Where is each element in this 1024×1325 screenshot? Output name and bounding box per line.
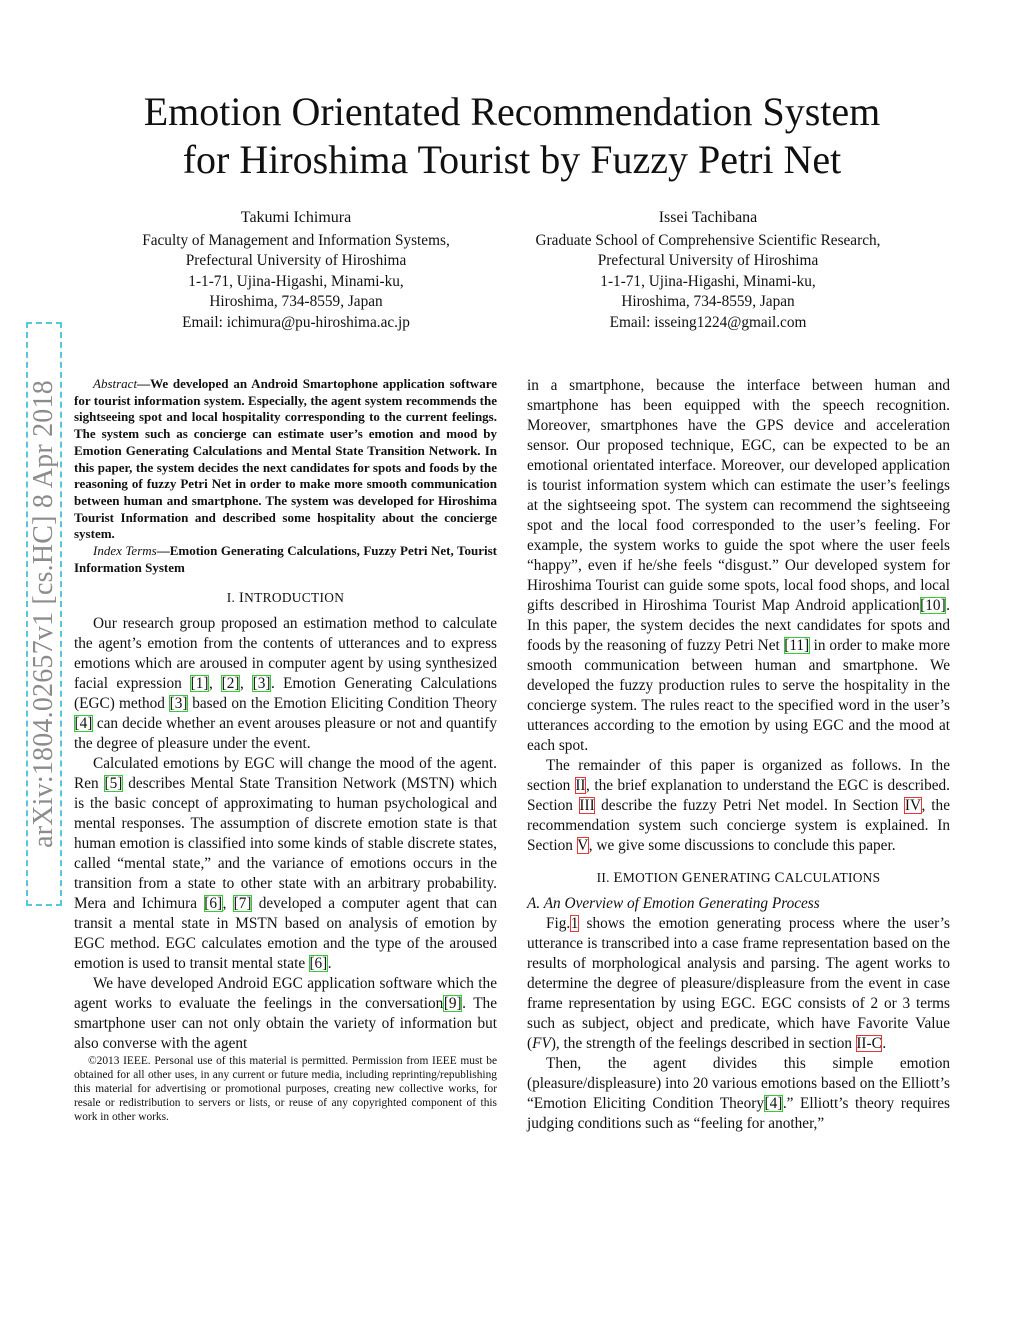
- citation-link[interactable]: [1]: [190, 675, 209, 693]
- text-run: , the brief explanation to understand the EGC is described. Section: [527, 777, 950, 814]
- text-run: ), the strength of the feelings described in section: [550, 1035, 856, 1052]
- arxiv-identifier-stamp: [26, 322, 62, 906]
- heading-rest: MOTION: [622, 870, 679, 885]
- intro-paragraph-2: [74, 754, 497, 974]
- section-numeral: II.: [596, 870, 610, 885]
- heading-initial: C: [774, 870, 785, 886]
- text-run: shows the emotion generating process where the user’s utterance is transcribed into a case frame representation based on the results of morphological analysis and parsing. The agent works to determine the degree of pleasure/displeasure from the event in case frame representation by using EGC. EGC consists of 2 or 3 terms such as subject, object and predicate, which have Favorite Value (: [527, 915, 950, 1052]
- author-affiliation: Faculty of Management and Information Systems,: [142, 231, 450, 249]
- heading-initial: E: [613, 870, 623, 886]
- text-run: Calculated emotions by EGC will change the mood of the agent. Ren: [74, 755, 497, 793]
- text-run: Then, the agent divides this simple emotion (pleasure/displeasure) into 20 various emotions based on the Elliott’s “Emotion Eliciting Condition Theory: [527, 1055, 950, 1112]
- section-link[interactable]: III: [579, 797, 595, 814]
- heading-initial: I: [238, 590, 245, 607]
- heading-rest: NTRODUCTION: [244, 590, 345, 606]
- title-line-2: for Hiroshima Tourist by Fuzzy Petri Net: [182, 137, 842, 182]
- heading-initial: G: [681, 870, 694, 886]
- section-link[interactable]: II: [575, 777, 586, 794]
- abstract-label: Abstract: [93, 376, 138, 391]
- index-terms-label: Index Terms: [93, 543, 157, 559]
- text-run: .” Elliott’s theory requires judging conditions such as “feeling for another,”: [527, 1095, 950, 1132]
- text-run: . The smartphone user can not only obtain the variety of information but also converse with the agent: [74, 995, 497, 1053]
- title-line-1: Emotion Orientated Recommendation System: [143, 89, 881, 134]
- author-block-2: [508, 208, 908, 333]
- text-run: developed a computer agent that can transit a mental state in MSTN based on analysis of emotion by EGC method. EGC calculates emotion and the type of the aroused emotion is used to transit mental state: [74, 895, 497, 973]
- section-heading-egc: [527, 868, 950, 888]
- right-column: [527, 376, 950, 1134]
- abstract: [74, 376, 497, 543]
- author-email: Email: ichimura@pu-hiroshima.ac.jp: [182, 313, 410, 331]
- heading-rest: ENERATING: [693, 870, 771, 885]
- citation-link[interactable]: [5]: [104, 775, 123, 793]
- text-run: We have developed Android EGC application software which the agent works to evaluate the feelings in the conversation: [74, 975, 497, 1013]
- text-run: ,: [239, 675, 253, 693]
- text-run: describe the fuzzy Petri Net model. In Section: [595, 797, 905, 814]
- citation-link[interactable]: [4]: [764, 1095, 783, 1112]
- text-run: can decide whether an event arouses pleasure or not and quantify the degree of pleasure under the event.: [74, 715, 497, 753]
- right-paragraph-4: [527, 1054, 950, 1134]
- right-paragraph-3: [527, 914, 950, 1054]
- author-address: 1-1-71, Ujina-Higashi, Minami-ku,: [600, 272, 816, 290]
- text-run: Fig.: [546, 915, 571, 932]
- citation-link[interactable]: [10]: [920, 597, 946, 614]
- section-numeral: I.: [226, 590, 236, 606]
- text-run: ,: [208, 675, 222, 693]
- text-run: .: [882, 1035, 887, 1052]
- copyright-notice: ©2013 IEEE. Personal use of this material is permitted. Permission from IEEE must be obtained for all other uses, in any current or future media, including reprinting/republishing this material for advertising or promotional purposes, creating new collective works, for resale or redistribution to servers or lists, or reuse of any copyrighted component of this work in other works.: [74, 1055, 497, 1124]
- author-block-1: [96, 208, 496, 333]
- author-address: 1-1-71, Ujina-Higashi, Minami-ku,: [188, 272, 404, 290]
- text-run: .: [327, 955, 332, 973]
- author-city: Hiroshima, 734-8559, Japan: [621, 293, 795, 310]
- arxiv-identifier-text: arXiv:1804.02657v1 [cs.HC] 8 Apr 2018: [28, 380, 59, 848]
- author-affiliation: Graduate School of Comprehensive Scientific Research,: [535, 231, 881, 249]
- citation-link[interactable]: [7]: [233, 895, 252, 913]
- author-university: Prefectural University of Hiroshima: [597, 252, 819, 269]
- text-run: ,: [222, 895, 234, 913]
- text-run: in order to make more smooth communication between human and smartphone. We developed the fuzzy production rules to serve the hospitality in the concierge system. The rules react to the specified word in the user’s utterances according to the emotion by using EGC and the mood at each spot.: [527, 637, 951, 754]
- abstract-text: —We developed an Android Smartophone application software for tourist information system. Especially, the agent system recommends the sightseeing spot and local hospitality corresponding to the current feelings. The system such as concierge can estimate user’s emotion and mood by Emotion Generating Calculations and Mental State Transition Network. In this paper, the system decides the next candidates for spots and foods by the reasoning of fuzzy Petri Net in order to make more smooth communication between human and smartphone. The system was developed for Hiroshima Tourist Information and described some hospitality about the concierge system.: [74, 376, 497, 542]
- citation-link[interactable]: [2]: [221, 675, 240, 693]
- left-column: [74, 376, 497, 1124]
- text-run: , the recommendation system such concierge system is explained. In Section: [527, 797, 950, 854]
- citation-link[interactable]: [3]: [252, 675, 271, 693]
- math-symbol: FV: [532, 1035, 551, 1052]
- section-heading-introduction: [74, 588, 497, 608]
- text-run: . Emotion Generating Calculations (EGC) method: [74, 675, 497, 713]
- right-paragraph-1: [527, 376, 950, 756]
- text-run: based on the Emotion Eliciting Condition Theory: [188, 695, 497, 713]
- author-university: Prefectural University of Hiroshima: [185, 252, 407, 269]
- section-link[interactable]: IV: [904, 797, 921, 814]
- citation-link[interactable]: [3]: [169, 695, 188, 713]
- paper-title: [80, 88, 944, 184]
- index-terms-text: —Emotion Generating Calculations, Fuzzy Petri Net, Tourist Information System: [74, 543, 497, 575]
- author-email: Email: isseing1224@gmail.com: [609, 313, 807, 331]
- text-run: in a smartphone, because the interface between human and smartphone has been equipped with the speech recognition. Moreover, smartphones have the GPS device and acceleration sensor. Our proposed technique, EGC, can be expected to be an emotional orientated interface. Moreover, our developed application is tourist information system which can estimate the user’s feelings at the sightseeing spot. The system can recommend the sightseeing spot and the local food corresponded to the user’s feeling. For example, the system works to guide the spot where the user feels “happy”, even if he/she feels “disgust.” Our developed system for Hiroshima Tourist can guide some spots, local food shops, and local gifts described in Hiroshima Tourist Map Android application: [527, 377, 950, 614]
- text-run: . In this paper, the system decides the next candidates for spots and foods by the reasoning of fuzzy Petri Net: [527, 597, 950, 654]
- citation-link[interactable]: [9]: [443, 995, 462, 1013]
- author-name: Takumi Ichimura: [240, 209, 352, 226]
- section-link[interactable]: II-C: [856, 1035, 882, 1052]
- figure-link[interactable]: 1: [570, 915, 579, 932]
- citation-link[interactable]: [6]: [204, 895, 223, 913]
- author-name: Issei Tachibana: [658, 209, 758, 226]
- index-terms: [74, 543, 497, 576]
- heading-rest: ALCULATIONS: [784, 870, 881, 885]
- intro-paragraph-3: [74, 974, 497, 1054]
- citation-link[interactable]: [4]: [74, 715, 93, 733]
- text-run: describes Mental State Transition Network (MSTN) which is the basic concept of approximating to human psychological and mental responses. The assumption of discrete emotion state is that human emotion is classified into some kinds of stable discrete states, called “mental state,” and the variance of emotions occurs in the transition from a state to other state with an arbitrary probability. Mera and Ichimura: [74, 775, 498, 913]
- right-paragraph-2: [527, 756, 950, 856]
- text-run: Our research group proposed an estimation method to calculate the agent’s emotion from the contents of utterances and to express emotions which are aroused in computer agent by using synthesized facial expression: [74, 615, 497, 693]
- citation-link[interactable]: [6]: [309, 955, 328, 973]
- intro-paragraph-1: [74, 614, 497, 754]
- author-city: Hiroshima, 734-8559, Japan: [209, 293, 383, 310]
- subsection-heading: A. An Overview of Emotion Generating Process: [527, 895, 820, 912]
- citation-link[interactable]: [11]: [784, 637, 810, 654]
- text-run: The remainder of this paper is organized as follows. In the section: [527, 757, 950, 794]
- text-run: , we give some discussions to conclude this paper.: [588, 837, 896, 854]
- section-link[interactable]: V: [577, 837, 589, 854]
